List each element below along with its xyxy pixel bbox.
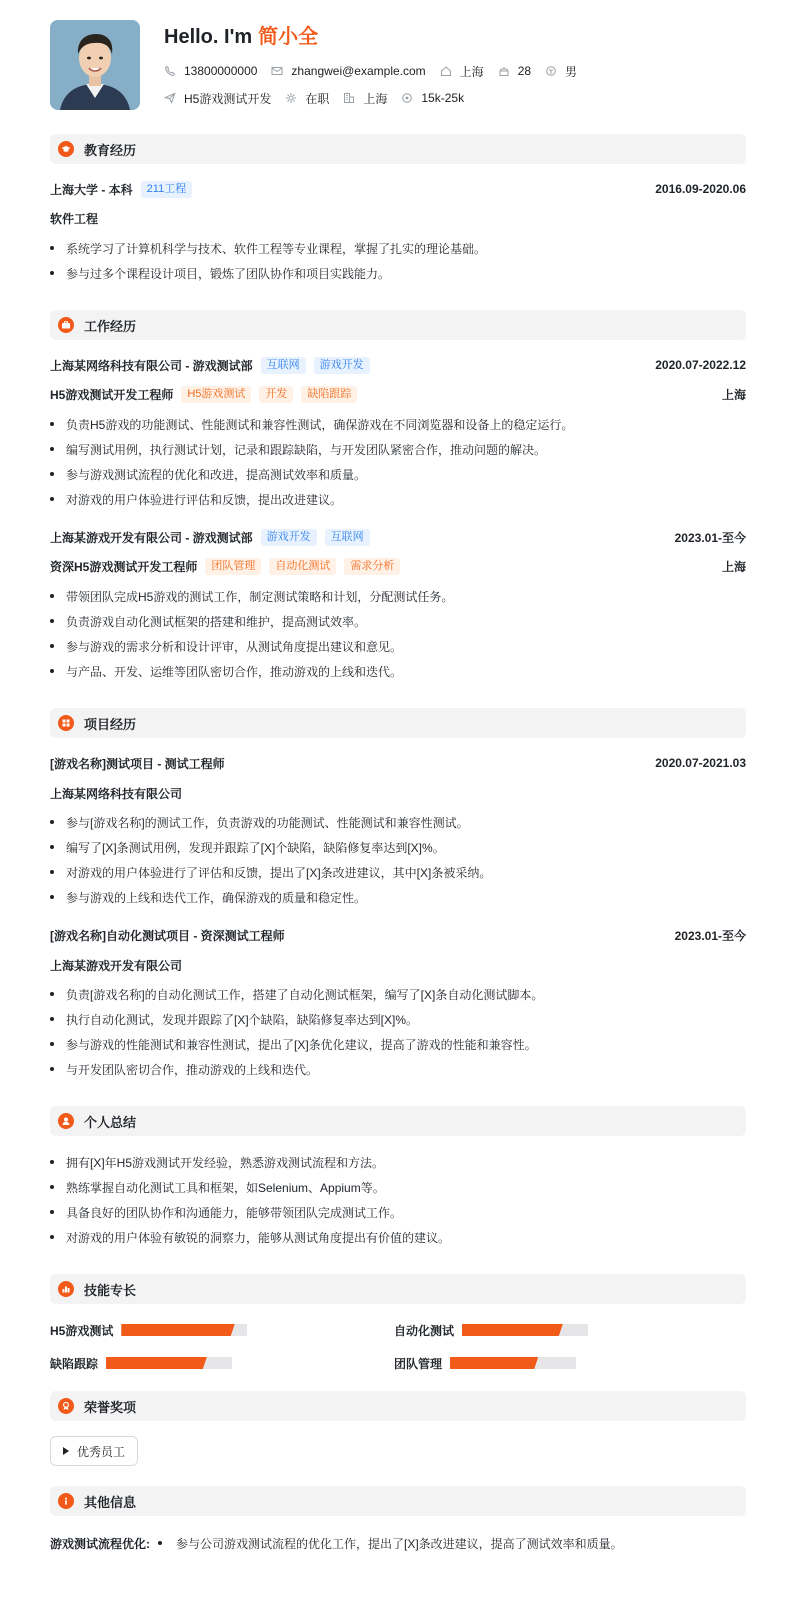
skill-item	[394, 1354, 576, 1372]
section-honors	[50, 1391, 746, 1421]
salary-icon	[401, 92, 413, 104]
phone-icon	[164, 65, 176, 77]
bullet-dot	[158, 1541, 162, 1545]
list-item-text: 熟练掌握自动化测试工具和框架，如Selenium、Appium等。	[66, 1180, 385, 1195]
work-period: 2023.01-至今	[674, 530, 746, 545]
other-text: 参与公司游戏测试流程的优化工作，提出了[X]条改进建议，提高了测试效率和质量。	[176, 1536, 623, 1551]
major-name: 软件工程	[50, 211, 99, 226]
section-education	[50, 134, 746, 164]
work-position-row	[50, 557, 746, 575]
other-label: 游戏测试流程优化:	[50, 1536, 150, 1551]
list-item-text: 拥有[X]年H5游戏测试开发经验，熟悉游戏测试流程和方法。	[66, 1155, 385, 1170]
section-title: 工作经历	[84, 318, 137, 334]
list-item	[50, 264, 746, 282]
section-projects	[50, 708, 746, 738]
project-period: 2020.07-2021.03	[655, 756, 746, 770]
skill-bar-fill	[450, 1357, 538, 1369]
list-item-text: 参与游戏的上线和迭代工作，确保游戏的质量和稳定性。	[66, 890, 367, 905]
list-item-text: 编写了[X]条测试用例，发现并跟踪了[X]个缺陷，缺陷修复率达到[X]%。	[66, 840, 445, 855]
section-title: 教育经历	[84, 142, 137, 158]
project-header-row	[50, 754, 746, 772]
skill-name: H5游戏测试	[50, 1323, 114, 1338]
status-icon	[285, 92, 297, 104]
list-item	[50, 415, 746, 433]
list-item-text: 负责[游戏名称]的自动化测试工作，搭建了自动化测试框架，编写了[X]条自动化测试脚本。	[66, 987, 544, 1002]
list-item-text: 负责H5游戏的功能测试、性能测试和兼容性测试，确保游戏在不同浏览器和设备上的稳定运行。	[66, 417, 574, 432]
list-item	[50, 1035, 746, 1053]
email-info	[271, 64, 425, 78]
education-period: 2016.09-2020.06	[655, 182, 746, 196]
list-item	[50, 490, 746, 508]
project-company: 上海某网络科技有限公司	[50, 786, 183, 801]
list-item	[50, 1228, 746, 1246]
skill-item	[394, 1321, 588, 1339]
position-tag: 需求分析	[344, 558, 400, 575]
list-item	[50, 838, 746, 856]
company-name: 上海某游戏开发有限公司 - 游戏测试部	[50, 530, 253, 545]
skill-name: 缺陷跟踪	[50, 1356, 99, 1371]
skill-bar	[121, 1324, 247, 1336]
phone-number: 13800000000	[184, 64, 258, 78]
section-title: 个人总结	[84, 1114, 137, 1130]
major-row	[50, 209, 746, 227]
list-item-text: 参与游戏的性能测试和兼容性测试，提出了[X]条优化建议，提高了游戏的性能和兼容性。	[66, 1037, 537, 1052]
skill-bar-fill	[462, 1324, 563, 1336]
list-item-text: 参与游戏测试流程的优化和改进，提高测试效率和质量。	[66, 467, 367, 482]
position-name: H5游戏测试开发工程师	[50, 387, 174, 402]
job-target-info	[164, 90, 271, 107]
section-title: 项目经历	[84, 716, 137, 732]
graduation-cap-icon	[58, 141, 74, 157]
position-tag: 开发	[259, 386, 293, 403]
resume-header	[50, 20, 746, 110]
skill-bar-fill	[106, 1357, 207, 1369]
list-item	[50, 637, 746, 655]
project-title: [游戏名称]测试项目 - 测试工程师	[50, 756, 225, 771]
position-name: 资深H5游戏测试开发工程师	[50, 559, 198, 574]
honor-name: 优秀员工	[77, 1444, 126, 1459]
position-tag: 缺陷跟踪	[301, 386, 357, 403]
section-skills	[50, 1274, 746, 1304]
age-info	[498, 64, 531, 78]
school-tag: 211工程	[141, 181, 193, 198]
company-tag: 游戏开发	[261, 529, 317, 546]
list-item	[50, 662, 746, 680]
skill-bar	[450, 1357, 576, 1369]
greeting-title	[164, 20, 318, 48]
section-title: 技能专长	[84, 1282, 137, 1298]
award-icon	[58, 1398, 74, 1414]
position-tag: H5游戏测试	[181, 386, 251, 403]
candidate-name: 简小全	[258, 26, 319, 48]
status-text: 在职	[305, 91, 330, 106]
skill-name: 团队管理	[394, 1356, 443, 1371]
list-item	[50, 813, 746, 831]
section-work	[50, 310, 746, 340]
position-tag: 团队管理	[205, 558, 261, 575]
list-item	[50, 1203, 746, 1221]
list-item	[50, 888, 746, 906]
briefcase-icon	[58, 317, 74, 333]
education-header-row	[50, 180, 746, 198]
project-title: [游戏名称]自动化测试项目 - 资深测试工程师	[50, 928, 285, 943]
list-item-text: 对游戏的用户体验有敏锐的洞察力，能够从测试角度提出有价值的建议。	[66, 1230, 451, 1245]
target-city-text: 上海	[363, 91, 388, 106]
job-intention-row	[164, 89, 478, 107]
avatar-photo	[50, 20, 140, 110]
skill-bar	[106, 1357, 232, 1369]
list-item	[50, 1153, 746, 1171]
salary-info	[401, 91, 464, 105]
email-address: zhangwei@example.com	[291, 64, 426, 78]
list-item	[50, 1060, 746, 1078]
grid-icon	[58, 715, 74, 731]
list-item-text: 与开发团队密切合作，推动游戏的上线和迭代。	[66, 1062, 319, 1077]
avatar	[50, 20, 140, 110]
work-position-row	[50, 385, 746, 403]
list-item-text: 参与游戏的需求分析和设计评审，从测试角度提出建议和意见。	[66, 639, 403, 654]
skill-item	[50, 1321, 247, 1339]
age-text: 28	[517, 64, 532, 78]
project-header-row	[50, 926, 746, 944]
position-tag: 自动化测试	[269, 558, 336, 575]
building-icon	[343, 92, 355, 104]
play-icon	[63, 1447, 69, 1455]
bar-chart-icon	[58, 1281, 74, 1297]
list-item-text: 编写测试用例，执行测试计划，记录和跟踪缺陷，与开发团队紧密合作，推动问题的解决。	[66, 442, 547, 457]
contact-row	[164, 62, 591, 80]
other-info-row	[50, 1534, 623, 1552]
honor-item[interactable]	[50, 1436, 138, 1466]
send-icon	[164, 92, 176, 104]
skill-item	[50, 1354, 232, 1372]
phone-info	[164, 64, 257, 78]
list-item-text: 具备良好的团队协作和沟通能力，能够带领团队完成测试工作。	[66, 1205, 403, 1220]
info-icon	[58, 1493, 74, 1509]
list-item	[50, 1010, 746, 1028]
section-other	[50, 1486, 746, 1516]
list-item	[50, 440, 746, 458]
section-title: 荣誉奖项	[84, 1399, 137, 1415]
project-period: 2023.01-至今	[674, 928, 746, 943]
home-icon	[440, 65, 452, 77]
company-name: 上海某网络科技有限公司 - 游戏测试部	[50, 358, 253, 373]
work-period: 2020.07-2022.12	[655, 358, 746, 372]
company-tag: 互联网	[261, 357, 306, 374]
target-city-info	[343, 90, 387, 107]
list-item-text: 负责游戏自动化测试框架的搭建和维护，提高测试效率。	[66, 614, 367, 629]
location-text: 上海	[459, 64, 484, 79]
user-icon	[58, 1113, 74, 1129]
list-item-text: 参与[游戏名称]的测试工作，负责游戏的功能测试、性能测试和兼容性测试。	[66, 815, 469, 830]
gender-icon	[545, 65, 557, 77]
section-title: 其他信息	[84, 1494, 137, 1510]
work-city: 上海	[721, 559, 746, 574]
work-company-row	[50, 528, 746, 546]
greeting-text: Hello. I'm	[164, 26, 253, 48]
section-summary	[50, 1106, 746, 1136]
list-item	[50, 612, 746, 630]
work-company-row	[50, 356, 746, 374]
job-target-text: H5游戏测试开发	[184, 91, 272, 106]
school-name: 上海大学 - 本科	[50, 182, 133, 197]
status-info	[285, 90, 329, 107]
company-tag: 游戏开发	[314, 357, 370, 374]
project-company: 上海某游戏开发有限公司	[50, 958, 183, 973]
mail-icon	[271, 65, 283, 77]
skill-name: 自动化测试	[394, 1323, 455, 1338]
list-item	[50, 985, 746, 1003]
list-item	[50, 587, 746, 605]
list-item	[50, 239, 746, 257]
project-company-row	[50, 956, 746, 974]
list-item-text: 参与过多个课程设计项目，锻炼了团队协作和项目实践能力。	[66, 266, 391, 281]
list-item	[50, 465, 746, 483]
location-info	[440, 63, 484, 80]
list-item-text: 对游戏的用户体验进行了评估和反馈，提出了[X]条改进建议，其中[X]条被采纳。	[66, 865, 492, 880]
work-city: 上海	[721, 387, 746, 402]
list-item	[50, 863, 746, 881]
list-item-text: 对游戏的用户体验进行评估和反馈，提出改进建议。	[66, 492, 343, 507]
list-item-text: 与产品、开发、运维等团队密切合作，推动游戏的上线和迭代。	[66, 664, 403, 679]
gender-text: 男	[565, 64, 578, 79]
gender-info	[545, 63, 577, 80]
company-tag: 互联网	[325, 529, 370, 546]
list-item	[50, 1178, 746, 1196]
age-icon	[498, 65, 510, 77]
project-company-row	[50, 784, 746, 802]
skill-bar-fill	[121, 1324, 234, 1336]
list-item-text: 带领团队完成H5游戏的测试工作，制定测试策略和计划，分配测试任务。	[66, 589, 454, 604]
skill-bar	[462, 1324, 588, 1336]
list-item-text: 系统学习了计算机科学与技术、软件工程等专业课程，掌握了扎实的理论基础。	[66, 241, 487, 256]
salary-text: 15k-25k	[421, 91, 465, 105]
list-item-text: 执行自动化测试，发现并跟踪了[X]个缺陷，缺陷修复率达到[X]%。	[66, 1012, 419, 1027]
